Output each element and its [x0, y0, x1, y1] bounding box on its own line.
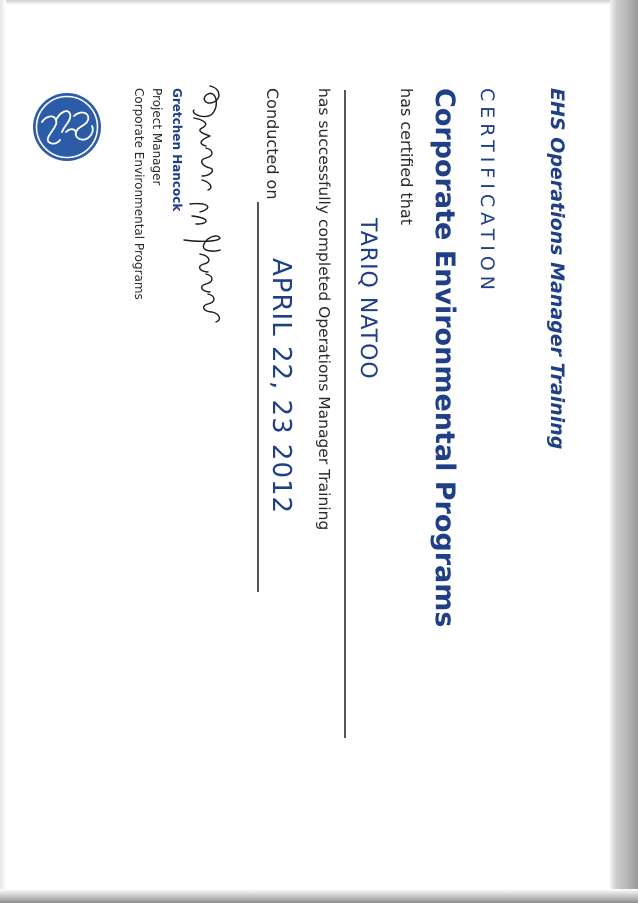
scan-right-edge	[610, 0, 638, 903]
signatory-role: Project Manager	[150, 88, 164, 186]
signatory-name: Gretchen Hancock	[170, 88, 184, 212]
scan-left-edge	[0, 0, 6, 903]
recipient-underline	[344, 90, 346, 738]
scan-bottom-edge	[0, 889, 638, 903]
certificate-title: EHS Operations Manager Training	[546, 88, 568, 450]
ge-monogram-icon	[32, 92, 102, 162]
date-underline	[257, 202, 259, 592]
certification-label: CERTIFICATION	[476, 88, 498, 295]
signatory-department: Corporate Environmental Programs	[132, 88, 146, 300]
signature-image	[180, 84, 224, 324]
program-name: Corporate Environmental Programs	[429, 88, 460, 628]
recipient-name: TARIQ NATOO	[355, 218, 380, 380]
conducted-date: APRIL 22, 23 2012	[266, 258, 296, 515]
scan-top-edge	[0, 0, 638, 5]
completion-text: has successfully completed Operations Manager Training	[315, 88, 333, 531]
certified-that-text: has certified that	[397, 88, 416, 225]
conducted-label: Conducted on	[263, 88, 282, 200]
